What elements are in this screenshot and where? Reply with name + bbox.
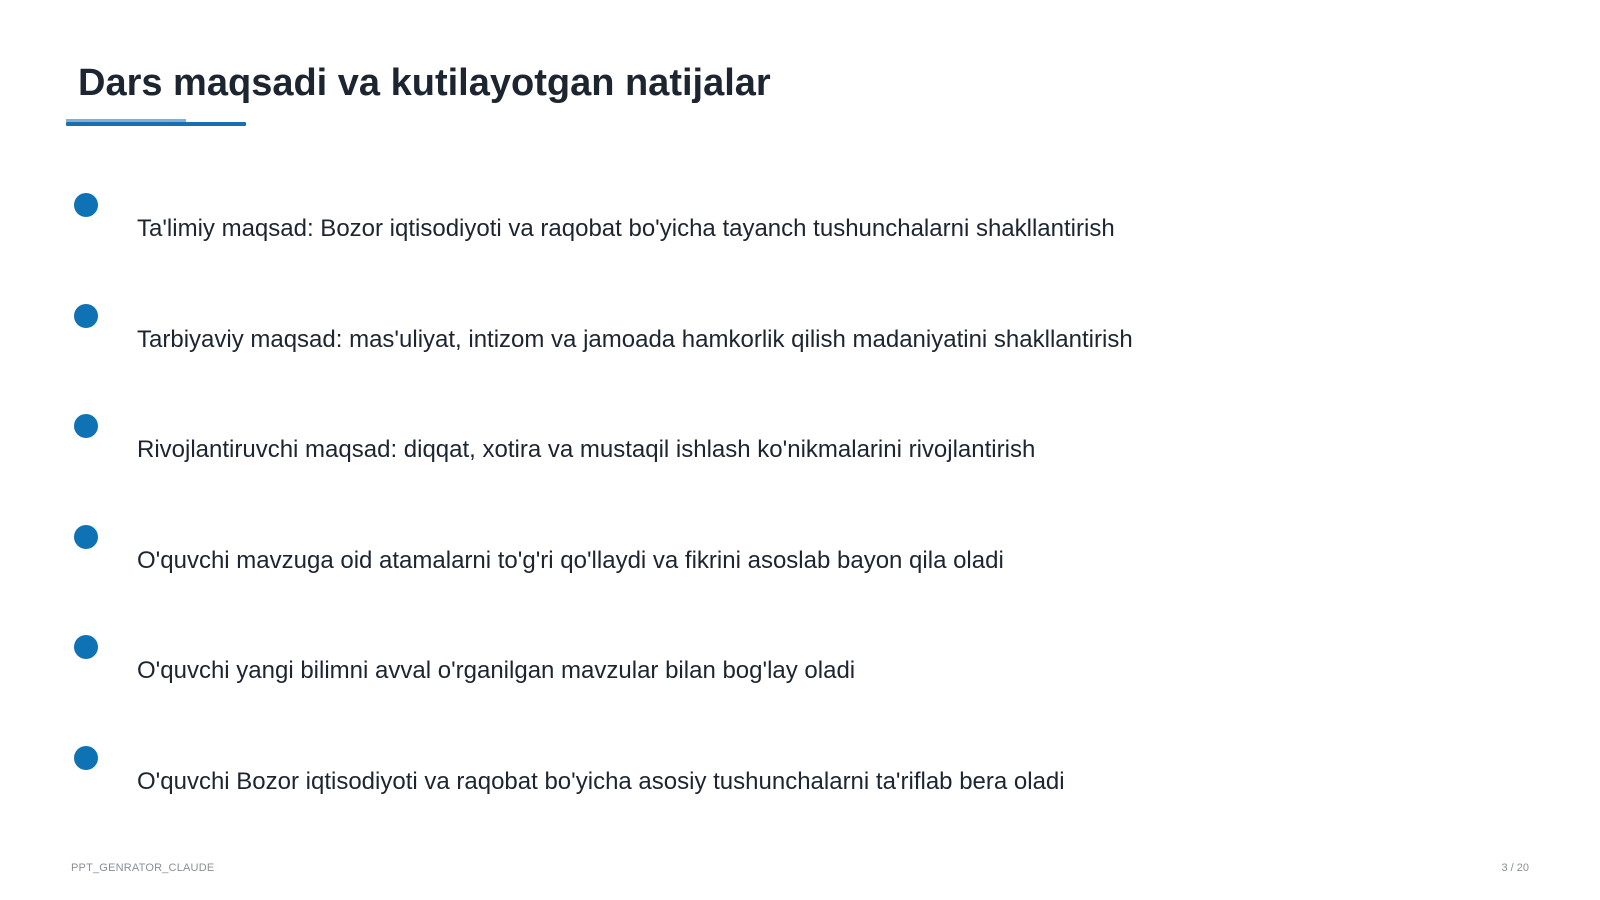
bullet-text: O'quvchi mavzuga oid atamalarni to'g'ri qo'llaydi va fikrini asoslab bayon qila oladi: [137, 547, 1004, 574]
bullet-dot-icon: [74, 193, 98, 217]
bullet-text: Rivojlantiruvchi maqsad: diqqat, xotira va mustaqil ishlash ko'nikmalarini rivojlantirish: [137, 436, 1036, 463]
slide-title: Dars maqsadi va kutilayotgan natijalar: [78, 62, 771, 104]
list-item: [0, 746, 1600, 826]
list-item: [0, 193, 1600, 273]
bullet-text: O'quvchi Bozor iqtisodiyoti va raqobat bo'yicha asosiy tushunchalarni ta'riflab bera oladi: [137, 768, 1065, 795]
list-item: [0, 304, 1600, 384]
list-item: [0, 525, 1600, 605]
page-number: 3 / 20: [1501, 862, 1529, 874]
list-item: [0, 414, 1600, 494]
bullet-text: O'quvchi yangi bilimni avval o'rganilgan mavzular bilan bog'lay oladi: [137, 657, 856, 684]
bullet-dot-icon: [74, 414, 98, 438]
footer-label: PPT_GENRATOR_CLAUDE: [71, 862, 215, 874]
bullet-dot-icon: [74, 635, 98, 659]
list-item: [0, 635, 1600, 715]
bullet-text: Ta'limiy maqsad: Bozor iqtisodiyoti va raqobat bo'yicha tayanch tushunchalarni shakllantirish: [137, 215, 1115, 242]
bullet-text: Tarbiyaviy maqsad: mas'uliyat, intizom va jamoada hamkorlik qilish madaniyatini shakllantirish: [137, 326, 1133, 353]
bullet-dot-icon: [74, 304, 98, 328]
bullet-dot-icon: [74, 746, 98, 770]
bullet-dot-icon: [74, 525, 98, 549]
